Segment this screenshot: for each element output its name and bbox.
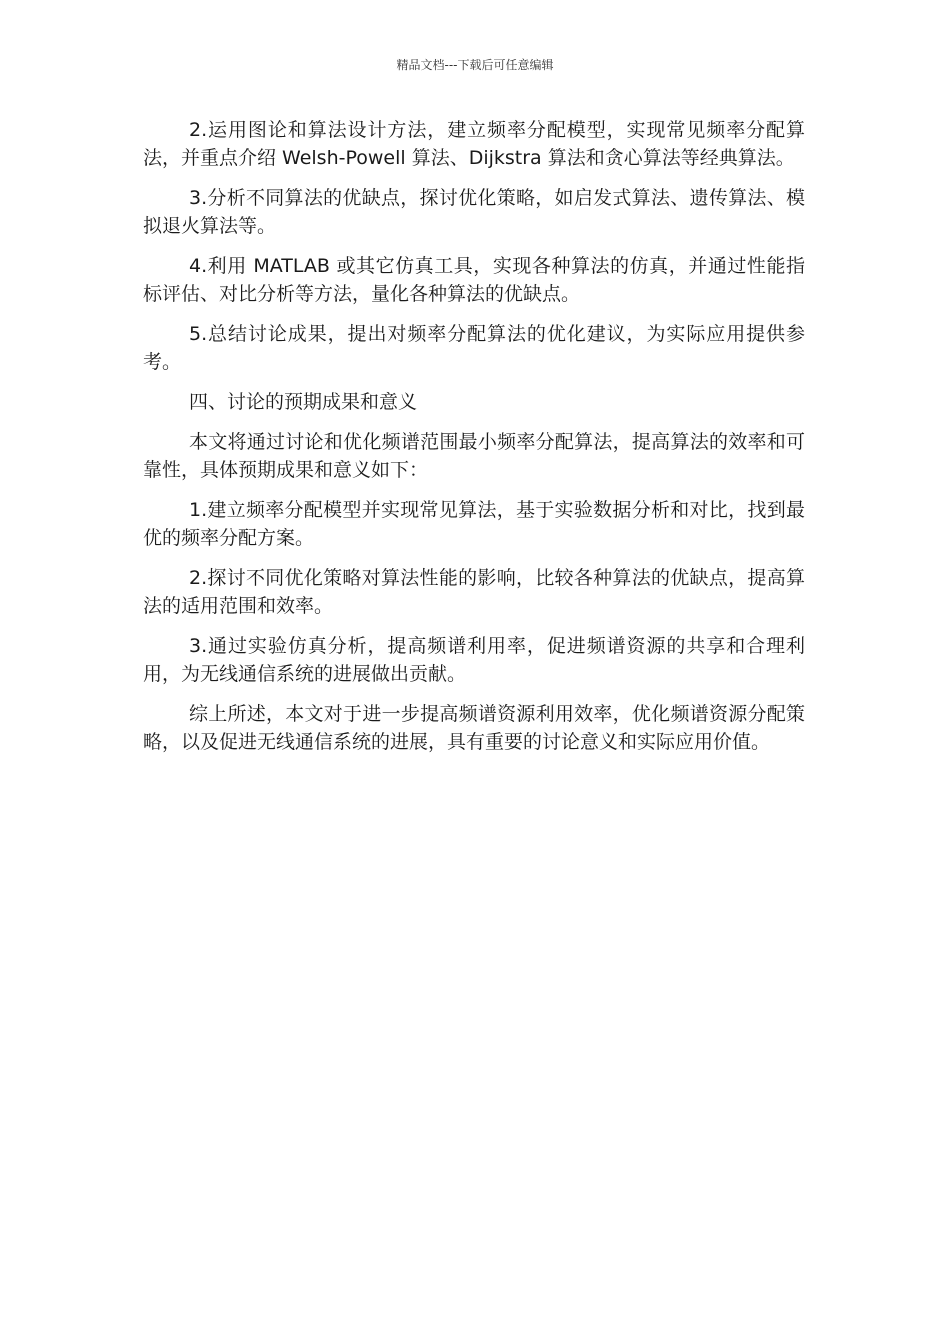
section-heading: 四、讨论的预期成果和意义 — [189, 391, 418, 413]
paragraph-outcome-3: 3.通过实验仿真分析，提高频谱利用率，促进频谱资源的共享和合理利用，为无线通信系统的进展做出贡献。 — [143, 635, 805, 685]
paragraph-outcome-1: 1.建立频率分配模型并实现常见算法，基于实验数据分析和对比，找到最优的频率分配方案。 — [143, 499, 805, 549]
paragraph-objective-4: 4.利用 MATLAB 或其它仿真工具，实现各种算法的仿真，并通过性能指标评估、对比分析等方法，量化各种算法的优缺点。 — [143, 255, 805, 305]
paragraph-outcome-2: 2.探讨不同优化策略对算法性能的影响，比较各种算法的优缺点，提高算法的适用范围和效率。 — [143, 567, 805, 617]
page-header: 精品文档---下载后可任意编辑 — [396, 58, 554, 72]
paragraph-conclusion: 综上所述，本文对于进一步提高频谱资源利用效率，优化频谱资源分配策略，以及促进无线通信系统的进展，具有重要的讨论意义和实际应用价值。 — [143, 703, 805, 753]
document-body — [143, 116, 805, 768]
paragraph-intro: 本文将通过讨论和优化频谱范围最小频率分配算法，提高算法的效率和可靠性，具体预期成果和意义如下： — [143, 431, 805, 481]
paragraph-objective-3: 3.分析不同算法的优缺点，探讨优化策略，如启发式算法、遗传算法、模拟退火算法等。 — [143, 187, 805, 237]
paragraph-objective-2: 2.运用图论和算法设计方法，建立频率分配模型，实现常见频率分配算法，并重点介绍 Welsh-Powell 算法、Dijkstra 算法和贪心算法等经典算法。 — [143, 119, 805, 169]
paragraph-objective-5: 5.总结讨论成果，提出对频率分配算法的优化建议，为实际应用提供参考。 — [143, 323, 805, 373]
